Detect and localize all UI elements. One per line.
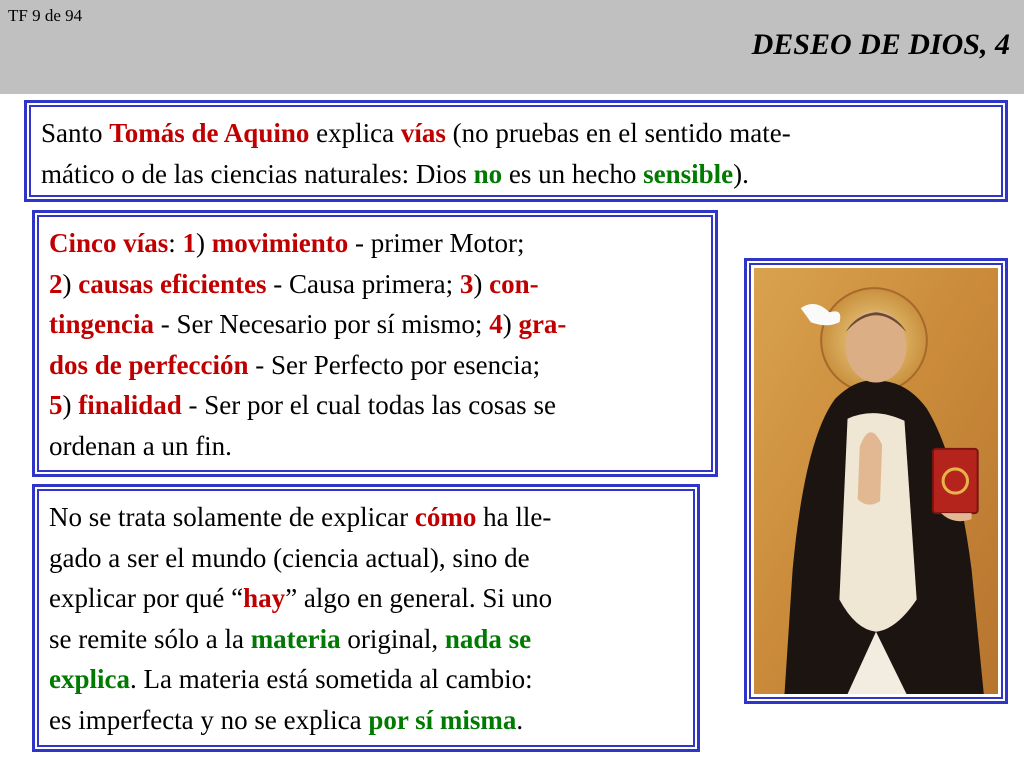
term-vias: vías [400, 118, 446, 148]
red-book [933, 449, 978, 513]
ways-line-5 [49, 385, 705, 426]
explain-line-4 [49, 619, 687, 660]
text-run: : [168, 228, 183, 258]
term-grados-part1: gra- [518, 309, 567, 339]
way-number-4: 4 [489, 309, 503, 339]
ways-line-4 [49, 345, 705, 386]
text-run: . La materia está sometida al cambio: [130, 664, 533, 694]
five-ways-box [32, 210, 718, 477]
way-number-3: 3 [459, 268, 474, 299]
term-nada-se-explica-part1: nada se [444, 623, 532, 654]
text-run: ) [502, 309, 519, 339]
term-por-si-misma: por sí misma [368, 704, 517, 735]
text-run: explicar por qué “ [49, 583, 244, 613]
text-run: original, [340, 623, 445, 654]
text-run: ) [62, 268, 79, 299]
text-run: ) [62, 390, 79, 420]
text-run: ) [196, 228, 212, 258]
ways-line-6 [49, 426, 705, 467]
slide-title: DESEO DE DIOS, 4 [751, 28, 1010, 61]
raised-hand [858, 432, 882, 504]
ways-line-2 [49, 264, 705, 305]
text-run: ” algo en general. Si uno [285, 583, 553, 613]
explain-line-6 [49, 700, 687, 741]
ways-line-1 [49, 223, 705, 264]
term-finalidad: finalidad [78, 390, 182, 420]
term-causas-eficientes: causas eficientes [78, 268, 267, 299]
text-run: (no pruebas en el sentido mate- [445, 118, 791, 148]
portrait-painting [754, 268, 998, 694]
text-run: ha lle- [476, 502, 552, 532]
slide-counter: TF 9 de 94 [8, 6, 83, 25]
term-movimiento: movimiento [211, 228, 349, 258]
intro-box [24, 100, 1008, 202]
text-run: es un hecho [502, 158, 644, 189]
term-hay: hay [243, 583, 286, 613]
text-run: . [516, 704, 524, 735]
text-run: - Ser por el cual todas las cosas se [181, 390, 556, 420]
term-no: no [473, 158, 503, 189]
term-nada-se-explica-part2: explica [49, 664, 130, 694]
explain-line-5 [49, 659, 687, 700]
text-run: No se trata solamente de explicar [49, 502, 415, 532]
explain-line-3 [49, 578, 687, 619]
intro-line-2 [41, 154, 993, 195]
text-run: - primer Motor; [348, 228, 525, 258]
text-run: gado a ser el mundo (ciencia actual), sino de [49, 542, 530, 573]
saint-thomas-portrait [744, 258, 1008, 704]
term-sensible: sensible [643, 158, 734, 189]
way-number-2: 2 [49, 268, 63, 299]
text-run: - Ser Perfecto por esencia; [248, 349, 541, 380]
text-run: ). [733, 158, 749, 189]
text-run: ordenan a un fin. [49, 430, 232, 461]
text-run: Santo [41, 118, 110, 148]
intro-line-1 [41, 113, 993, 154]
term-como: cómo [414, 502, 477, 532]
term-grados-part2: dos de perfección [49, 349, 249, 380]
explanation-box [32, 484, 700, 752]
slide-header [0, 0, 1024, 94]
term-cinco-vias: Cinco vías [49, 228, 169, 258]
text-run: es imperfecta y no se explica [49, 704, 369, 735]
text-run: - Ser Necesario por sí mismo; [154, 309, 490, 339]
ways-line-3 [49, 304, 705, 345]
text-run: mático o de las ciencias naturales: Dios [41, 158, 474, 189]
text-run: se remite sólo a la [49, 623, 251, 654]
text-run: explica [309, 118, 401, 148]
text-run: ) [473, 268, 490, 299]
term-contingencia-part1: con- [489, 268, 539, 299]
way-number-1: 1 [182, 228, 197, 258]
text-run: - Causa primera; [266, 268, 460, 299]
term-contingencia-part2: tingencia [49, 309, 154, 339]
explain-line-2 [49, 538, 687, 579]
explain-line-1 [49, 497, 687, 538]
way-number-5: 5 [49, 390, 63, 420]
term-materia: materia [250, 623, 341, 654]
term-tomas-de-aquino: Tomás de Aquino [109, 118, 310, 148]
